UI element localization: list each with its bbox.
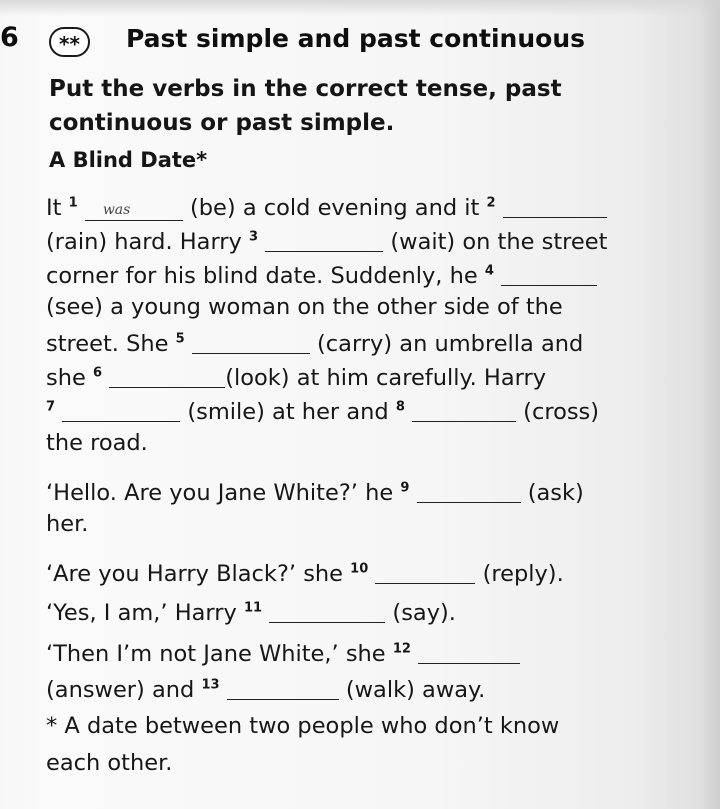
story-line-8 xyxy=(46,430,148,456)
text: (look) at him carefully. Harry xyxy=(225,365,547,391)
text: (walk) away. xyxy=(338,677,486,703)
footnote-line-1 xyxy=(46,713,559,739)
text: ‘Hello. Are you Jane White?’ he xyxy=(46,480,401,506)
footnote-line-2 xyxy=(46,750,172,776)
story-line-9 xyxy=(46,477,584,506)
answer-gap-6[interactable] xyxy=(109,365,225,388)
text: (reply). xyxy=(475,561,564,587)
story-line-12 xyxy=(46,597,456,626)
exercise-title: Past simple and past continuous xyxy=(126,24,586,53)
difficulty-badge: ** xyxy=(49,27,90,57)
gap-number-13: 13 xyxy=(201,677,220,693)
answer-gap-9[interactable] xyxy=(417,480,521,503)
text: (be) a cold evening and it xyxy=(182,195,487,221)
gap-number-1: 1 xyxy=(68,195,78,211)
gap-number-4: 4 xyxy=(484,263,494,279)
text: ‘Then I’m not Jane White,’ she xyxy=(46,641,393,667)
answer-gap-4[interactable] xyxy=(501,263,597,286)
gap-number-5: 5 xyxy=(175,331,185,347)
text: (ask) xyxy=(520,480,584,506)
example-answer: was xyxy=(102,202,131,218)
gap-number-8: 8 xyxy=(395,399,405,415)
text: ‘Yes, I am,’ Harry xyxy=(46,600,245,626)
text: the road. xyxy=(46,430,148,456)
answer-gap-11[interactable] xyxy=(269,600,385,623)
text: (see) a young woman on the other side of the xyxy=(46,294,563,320)
story-line-7 xyxy=(46,396,599,425)
answer-gap-3[interactable] xyxy=(265,229,383,252)
gap-number-10: 10 xyxy=(350,561,369,577)
gap-number-9: 9 xyxy=(400,480,410,496)
story-line-3 xyxy=(46,260,597,289)
story-line-10 xyxy=(46,511,88,537)
answer-gap-5[interactable] xyxy=(192,331,310,354)
answer-gap-2[interactable] xyxy=(503,195,607,218)
text: (carry) an umbrella and xyxy=(309,331,584,357)
text: each other. xyxy=(46,750,173,776)
story-line-1 xyxy=(46,192,607,221)
text: her. xyxy=(46,511,89,537)
text: (say). xyxy=(385,600,456,626)
answer-gap-7[interactable] xyxy=(62,399,180,422)
gap-number-12: 12 xyxy=(392,641,411,657)
exercise-number: 6 xyxy=(0,22,19,53)
gap-number-2: 2 xyxy=(486,195,496,211)
text: (wait) on the street xyxy=(383,229,608,255)
text: (rain) hard. Harry xyxy=(46,229,250,255)
story-line-5 xyxy=(46,328,583,357)
text: (smile) at her and xyxy=(180,399,396,425)
story-line-2 xyxy=(46,226,607,255)
gap-number-3: 3 xyxy=(249,229,259,245)
exercise-instruction: Put the verbs in the correct tense, past continuous or past simple. xyxy=(49,76,562,136)
answer-gap-13[interactable] xyxy=(227,677,339,700)
text: street. She xyxy=(46,331,176,357)
text: * A date between two people who don’t know xyxy=(46,713,560,739)
text: (answer) and xyxy=(46,677,202,703)
answer-gap-12[interactable] xyxy=(418,641,520,664)
answer-gap-1[interactable] xyxy=(85,198,183,221)
gap-number-11: 11 xyxy=(244,600,263,616)
answer-gap-8[interactable] xyxy=(412,399,516,422)
gap-number-6: 6 xyxy=(92,365,103,381)
gap-number-7: 7 xyxy=(46,399,56,415)
text: It xyxy=(46,195,69,221)
story-line-11 xyxy=(46,558,564,587)
text: she xyxy=(46,365,93,391)
text: corner for his blind date. Suddenly, he xyxy=(46,263,485,289)
story-line-14 xyxy=(46,674,485,703)
story-title: A Blind Date* xyxy=(49,148,208,172)
story-line-4 xyxy=(46,294,563,320)
text: (cross) xyxy=(516,399,600,425)
answer-gap-10[interactable] xyxy=(375,561,475,584)
text: ‘Are you Harry Black?’ she xyxy=(46,561,351,587)
story-line-13 xyxy=(46,638,520,667)
story-line-6 xyxy=(46,362,546,391)
